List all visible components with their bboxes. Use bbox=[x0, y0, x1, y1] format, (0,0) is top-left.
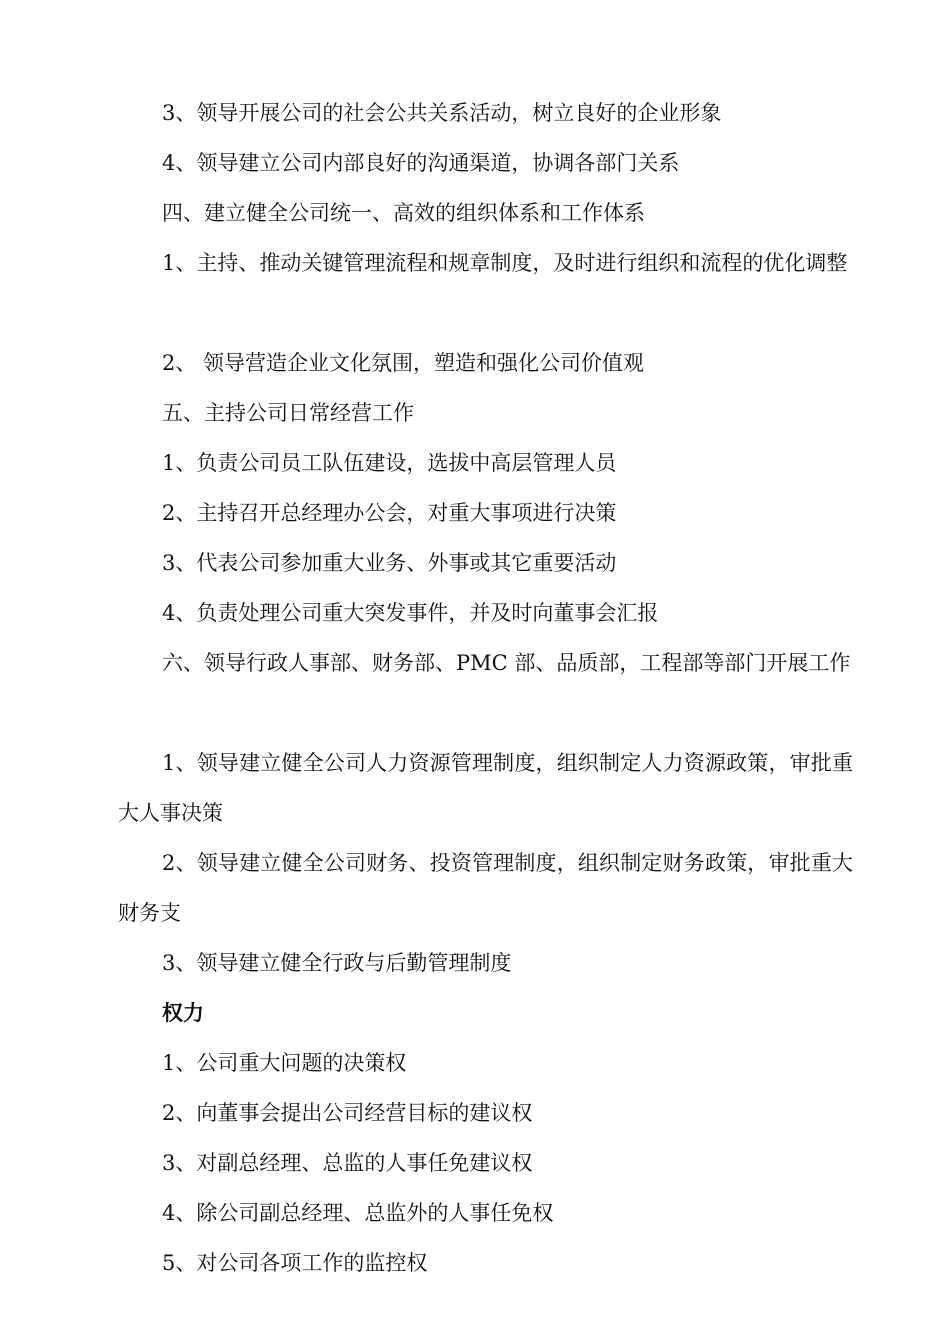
paragraph: 3、领导开展公司的社会公共关系活动，树立良好的企业形象 bbox=[162, 101, 722, 125]
paragraph: 1、公司重大问题的决策权 bbox=[162, 1051, 407, 1075]
paragraph: 1、负责公司员工队伍建设，选拔中高层管理人员 bbox=[162, 451, 617, 475]
paragraph: 4、领导建立公司内部良好的沟通渠道，协调各部门关系 bbox=[162, 151, 680, 175]
paragraph: 3、对副总经理、总监的人事任免建议权 bbox=[162, 1151, 533, 1175]
powers-heading: 权力 bbox=[162, 1000, 204, 1025]
paragraph: 3、领导建立健全行政与后勤管理制度 bbox=[162, 951, 512, 975]
paragraph: 2、向董事会提出公司经营目标的建议权 bbox=[162, 1101, 533, 1125]
paragraph: 4、除公司副总经理、总监外的人事任免权 bbox=[162, 1201, 554, 1225]
paragraph: 3、代表公司参加重大业务、外事或其它重要活动 bbox=[162, 551, 617, 575]
section-heading: 五、主持公司日常经营工作 bbox=[162, 401, 414, 425]
paragraph: 4、负责处理公司重大突发事件，并及时向董事会汇报 bbox=[162, 601, 659, 625]
paragraph: 1、领导建立健全公司人力资源管理制度，组织制定人力资源政策，审批重大人事决策 bbox=[118, 751, 853, 825]
paragraph: 2、领导建立健全公司财务、投资管理制度，组织制定财务政策，审批重大财务支 bbox=[118, 851, 853, 925]
paragraph: 1、主持、推动关键管理流程和规章制度，及时进行组织和流程的优化调整 bbox=[162, 251, 848, 275]
section-heading: 六、领导行政人事部、财务部、PMC 部、品质部，工程部等部门开展工作 bbox=[162, 651, 851, 675]
paragraph: 5、对公司各项工作的监控权 bbox=[162, 1251, 428, 1275]
paragraph: 2、 领导营造企业文化氛围，塑造和强化公司价值观 bbox=[162, 351, 645, 375]
paragraph: 2、主持召开总经理办公会，对重大事项进行决策 bbox=[162, 501, 617, 525]
section-heading: 四、建立健全公司统一、高效的组织体系和工作体系 bbox=[162, 201, 645, 225]
